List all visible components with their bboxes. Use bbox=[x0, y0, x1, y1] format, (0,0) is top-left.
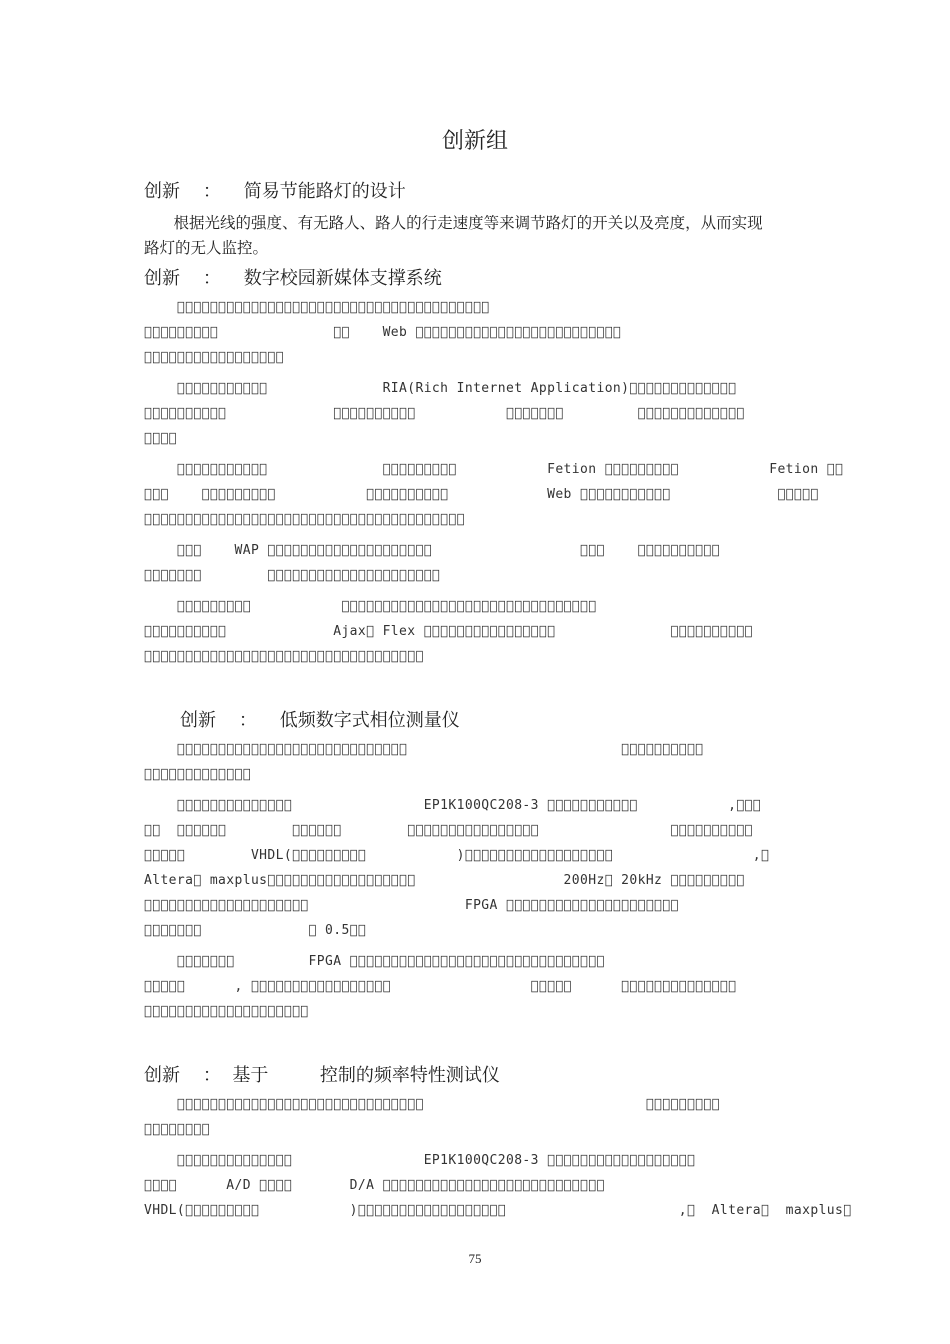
paragraph-line: 􀀀􀀀􀀀􀀀􀀀􀀀􀀀􀀀􀀀􀀀􀀀 􀀀􀀀􀀀􀀀􀀀􀀀􀀀􀀀􀀀 Fetion 􀀀􀀀􀀀􀀀􀀀􀀀􀀀􀀀􀀀 Fetion 􀀀􀀀 bbox=[144, 462, 844, 477]
section-heading: 创新 ： 低频数字式相位测量仪 bbox=[180, 710, 460, 731]
paragraph-line: 􀀀􀀀􀀀􀀀􀀀 VHDL(􀀀􀀀􀀀􀀀􀀀􀀀􀀀􀀀􀀀 )􀀀􀀀􀀀􀀀􀀀􀀀􀀀􀀀􀀀􀀀􀀀􀀀􀀀􀀀􀀀􀀀􀀀􀀀 ,􀀀 bbox=[144, 848, 770, 863]
section-heading: 创新 ： 基于 控制的频率特性测试仪 bbox=[144, 1065, 500, 1086]
page-title: 创新组 bbox=[441, 129, 508, 154]
paragraph-line: 􀀀􀀀􀀀􀀀􀀀􀀀􀀀􀀀 bbox=[144, 1122, 210, 1137]
paragraph-line: 􀀀􀀀􀀀􀀀􀀀􀀀􀀀􀀀􀀀􀀀􀀀􀀀􀀀􀀀 EP1K100QC208-3 􀀀􀀀􀀀􀀀􀀀􀀀􀀀􀀀􀀀􀀀􀀀 ,􀀀􀀀􀀀 bbox=[144, 798, 761, 813]
paragraph-line: 􀀀􀀀􀀀􀀀􀀀􀀀􀀀􀀀􀀀􀀀􀀀􀀀􀀀􀀀􀀀􀀀􀀀􀀀􀀀􀀀􀀀􀀀􀀀􀀀􀀀􀀀􀀀􀀀 􀀀􀀀􀀀􀀀􀀀􀀀􀀀􀀀􀀀􀀀 bbox=[144, 742, 704, 757]
paragraph-line: Altera􀀀 maxplus􀀀􀀀􀀀􀀀􀀀􀀀􀀀􀀀􀀀􀀀􀀀􀀀􀀀􀀀􀀀􀀀􀀀􀀀 200Hz􀀀 20kHz 􀀀􀀀􀀀􀀀􀀀􀀀􀀀􀀀􀀀 bbox=[144, 873, 745, 888]
paragraph-line: 􀀀􀀀􀀀􀀀􀀀􀀀􀀀􀀀􀀀􀀀􀀀􀀀􀀀􀀀􀀀􀀀􀀀􀀀􀀀􀀀􀀀􀀀􀀀􀀀􀀀􀀀􀀀􀀀􀀀􀀀􀀀􀀀􀀀􀀀􀀀􀀀􀀀􀀀 bbox=[144, 300, 490, 315]
paragraph-line: 􀀀􀀀􀀀􀀀􀀀􀀀􀀀􀀀􀀀􀀀􀀀􀀀􀀀􀀀􀀀􀀀􀀀􀀀􀀀􀀀 bbox=[144, 1004, 309, 1019]
paragraph-line: 􀀀􀀀􀀀􀀀􀀀􀀀􀀀􀀀􀀀􀀀􀀀􀀀􀀀􀀀􀀀􀀀􀀀 bbox=[144, 350, 284, 365]
paragraph-line: 􀀀􀀀􀀀􀀀 bbox=[144, 431, 177, 446]
paragraph-line: 􀀀􀀀􀀀􀀀􀀀􀀀􀀀􀀀􀀀􀀀􀀀􀀀􀀀 bbox=[144, 767, 251, 782]
paragraph-line: 路灯的无人监控。 bbox=[144, 239, 269, 257]
section-heading: 创新 ： 数字校园新媒体支撑系统 bbox=[144, 268, 442, 289]
paragraph-line: 􀀀􀀀􀀀􀀀􀀀􀀀􀀀 􀀀 0.5􀀀􀀀 bbox=[144, 923, 367, 938]
paragraph-line: 􀀀􀀀􀀀􀀀 A/D 􀀀􀀀􀀀􀀀 D/A 􀀀􀀀􀀀􀀀􀀀􀀀􀀀􀀀􀀀􀀀􀀀􀀀􀀀􀀀􀀀􀀀􀀀􀀀􀀀􀀀􀀀􀀀􀀀􀀀􀀀􀀀􀀀 bbox=[144, 1178, 605, 1193]
paragraph-line: 􀀀􀀀􀀀􀀀􀀀􀀀􀀀􀀀􀀀􀀀􀀀 RIA(Rich Internet Application)􀀀􀀀􀀀􀀀􀀀􀀀􀀀􀀀􀀀􀀀􀀀􀀀􀀀 bbox=[144, 381, 737, 396]
paragraph-line: 􀀀􀀀􀀀􀀀􀀀􀀀􀀀􀀀􀀀􀀀􀀀􀀀􀀀􀀀􀀀􀀀􀀀􀀀􀀀􀀀􀀀􀀀􀀀􀀀􀀀􀀀􀀀􀀀􀀀􀀀 􀀀􀀀􀀀􀀀􀀀􀀀􀀀􀀀􀀀 bbox=[144, 1097, 720, 1112]
paragraph-line: 􀀀􀀀􀀀􀀀􀀀􀀀􀀀􀀀􀀀 􀀀􀀀 Web 􀀀􀀀􀀀􀀀􀀀􀀀􀀀􀀀􀀀􀀀􀀀􀀀􀀀􀀀􀀀􀀀􀀀􀀀􀀀􀀀􀀀􀀀􀀀􀀀􀀀 bbox=[144, 325, 622, 340]
paragraph-line: VHDL(􀀀􀀀􀀀􀀀􀀀􀀀􀀀􀀀􀀀 )􀀀􀀀􀀀􀀀􀀀􀀀􀀀􀀀􀀀􀀀􀀀􀀀􀀀􀀀􀀀􀀀􀀀􀀀 ,􀀀 Altera􀀀 maxplus􀀀 bbox=[144, 1203, 852, 1218]
page-number: 75 bbox=[468, 1251, 482, 1266]
paragraph-line: 􀀀􀀀􀀀􀀀􀀀 , 􀀀􀀀􀀀􀀀􀀀􀀀􀀀􀀀􀀀􀀀􀀀􀀀􀀀􀀀􀀀􀀀􀀀 􀀀􀀀􀀀􀀀􀀀 􀀀􀀀􀀀􀀀􀀀􀀀􀀀􀀀􀀀􀀀􀀀􀀀􀀀􀀀 bbox=[144, 979, 737, 994]
paragraph-line: 􀀀􀀀􀀀􀀀􀀀􀀀􀀀􀀀􀀀 􀀀􀀀􀀀􀀀􀀀􀀀􀀀􀀀􀀀􀀀􀀀􀀀􀀀􀀀􀀀􀀀􀀀􀀀􀀀􀀀􀀀􀀀􀀀􀀀􀀀􀀀􀀀􀀀􀀀􀀀􀀀 bbox=[144, 599, 597, 614]
section-heading: 创新 ： 简易节能路灯的设计 bbox=[144, 181, 406, 202]
paragraph-line: 􀀀􀀀 􀀀􀀀􀀀􀀀􀀀􀀀 􀀀􀀀􀀀􀀀􀀀􀀀 􀀀􀀀􀀀􀀀􀀀􀀀􀀀􀀀􀀀􀀀􀀀􀀀􀀀􀀀􀀀􀀀 􀀀􀀀􀀀􀀀􀀀􀀀􀀀􀀀􀀀􀀀 bbox=[144, 823, 753, 838]
paragraph-line: 􀀀􀀀􀀀􀀀􀀀􀀀􀀀􀀀􀀀􀀀􀀀􀀀􀀀􀀀􀀀􀀀􀀀􀀀􀀀􀀀 FPGA 􀀀􀀀􀀀􀀀􀀀􀀀􀀀􀀀􀀀􀀀􀀀􀀀􀀀􀀀􀀀􀀀􀀀􀀀􀀀􀀀􀀀 bbox=[144, 898, 679, 913]
paragraph-line: 􀀀􀀀􀀀􀀀􀀀􀀀􀀀􀀀􀀀􀀀􀀀􀀀􀀀􀀀􀀀􀀀􀀀􀀀􀀀􀀀􀀀􀀀􀀀􀀀􀀀􀀀􀀀􀀀􀀀􀀀􀀀􀀀􀀀􀀀 bbox=[144, 649, 424, 664]
paragraph-line: 根据光线的强度、有无路人、路人的行走速度等来调节路灯的开关以及亮度，从而实现 bbox=[144, 214, 763, 232]
paragraph-line: 􀀀􀀀􀀀􀀀􀀀􀀀􀀀 􀀀􀀀􀀀􀀀􀀀􀀀􀀀􀀀􀀀􀀀􀀀􀀀􀀀􀀀􀀀􀀀􀀀􀀀􀀀􀀀􀀀 bbox=[144, 568, 441, 583]
paragraph-line: 􀀀􀀀􀀀􀀀􀀀􀀀􀀀􀀀􀀀􀀀 􀀀􀀀􀀀􀀀􀀀􀀀􀀀􀀀􀀀􀀀 􀀀􀀀􀀀􀀀􀀀􀀀􀀀 􀀀􀀀􀀀􀀀􀀀􀀀􀀀􀀀􀀀􀀀􀀀􀀀􀀀 bbox=[144, 406, 745, 421]
paragraph-line: 􀀀􀀀􀀀 􀀀􀀀􀀀􀀀􀀀􀀀􀀀􀀀􀀀 􀀀􀀀􀀀􀀀􀀀􀀀􀀀􀀀􀀀􀀀 Web 􀀀􀀀􀀀􀀀􀀀􀀀􀀀􀀀􀀀􀀀􀀀 􀀀􀀀􀀀􀀀􀀀 bbox=[144, 487, 819, 502]
paragraph-line: 􀀀􀀀􀀀􀀀􀀀􀀀􀀀􀀀􀀀􀀀􀀀􀀀􀀀􀀀􀀀􀀀􀀀􀀀􀀀􀀀􀀀􀀀􀀀􀀀􀀀􀀀􀀀􀀀􀀀􀀀􀀀􀀀􀀀􀀀􀀀􀀀􀀀􀀀􀀀 bbox=[144, 512, 465, 527]
paragraph-line: 􀀀􀀀􀀀 WAP 􀀀􀀀􀀀􀀀􀀀􀀀􀀀􀀀􀀀􀀀􀀀􀀀􀀀􀀀􀀀􀀀􀀀􀀀􀀀􀀀 􀀀􀀀􀀀 􀀀􀀀􀀀􀀀􀀀􀀀􀀀􀀀􀀀􀀀 bbox=[144, 543, 720, 558]
paragraph-line: 􀀀􀀀􀀀􀀀􀀀􀀀􀀀􀀀􀀀􀀀􀀀􀀀􀀀􀀀 EP1K100QC208-3 􀀀􀀀􀀀􀀀􀀀􀀀􀀀􀀀􀀀􀀀􀀀􀀀􀀀􀀀􀀀􀀀􀀀􀀀 bbox=[144, 1153, 696, 1168]
paragraph-line: 􀀀􀀀􀀀􀀀􀀀􀀀􀀀􀀀􀀀􀀀 Ajax􀀀 Flex 􀀀􀀀􀀀􀀀􀀀􀀀􀀀􀀀􀀀􀀀􀀀􀀀􀀀􀀀􀀀􀀀 􀀀􀀀􀀀􀀀􀀀􀀀􀀀􀀀􀀀􀀀 bbox=[144, 624, 753, 639]
paragraph-line: 􀀀􀀀􀀀􀀀􀀀􀀀􀀀 FPGA 􀀀􀀀􀀀􀀀􀀀􀀀􀀀􀀀􀀀􀀀􀀀􀀀􀀀􀀀􀀀􀀀􀀀􀀀􀀀􀀀􀀀􀀀􀀀􀀀􀀀􀀀􀀀􀀀􀀀􀀀􀀀 bbox=[144, 954, 605, 969]
